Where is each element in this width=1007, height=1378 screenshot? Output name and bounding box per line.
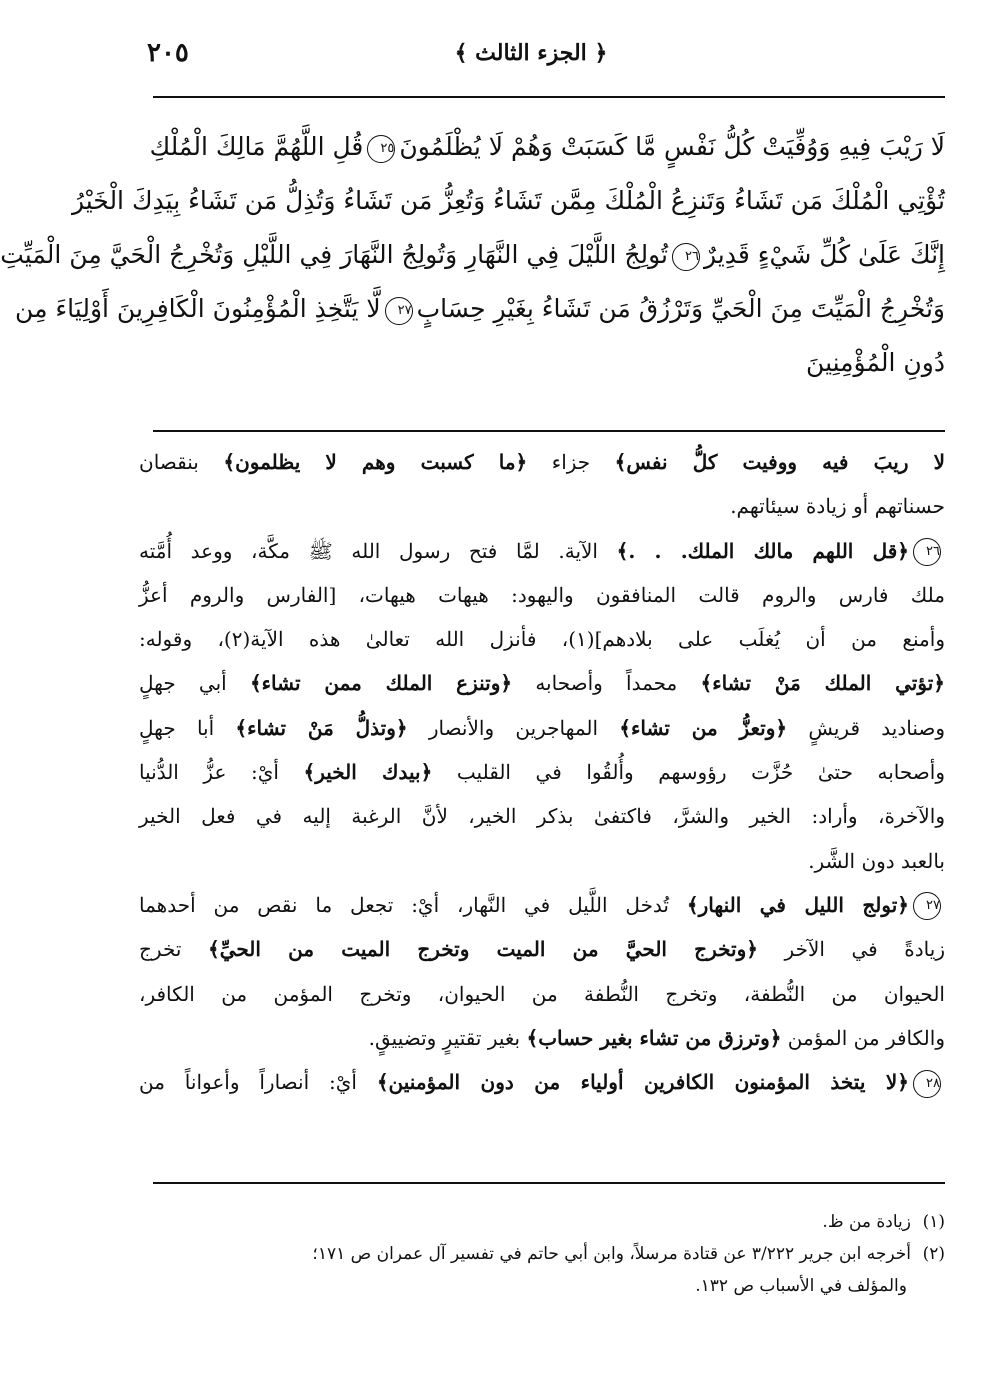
ayah-number-marker: ٢٥	[367, 135, 395, 163]
footnote-number: (١)	[922, 1212, 945, 1232]
commentary-line: وصناديد قريشٍ ﴿وتعزُّ من تشاء﴾ المهاجرين والأنصار ﴿وتذلُّ مَنْ تشاء﴾ أبا جهلٍ	[139, 715, 945, 740]
ayah-number-marker: ٢٦	[672, 243, 700, 271]
ayah-number-marker: ٢٨	[913, 1070, 941, 1098]
ayah-number-marker: ٢٦	[913, 538, 941, 566]
commentary-line: ملك فارس والروم قالت المنافقون واليهود: هيهات هيهات، [الفارس والروم أعزُّ	[139, 582, 945, 607]
commentary-line: وأمنع من أن يُغلَب على بلادهم](١)، فأنزل الله تعالىٰ هذه الآية(٢)، وقوله:	[139, 627, 945, 652]
running-head: ﴿ الجزء الثالث ﴾	[454, 40, 608, 66]
commentary-line: ﴿تؤتي الملك مَنْ تشاء﴾ محمداً وأصحابه ﴿وتنزع الملك ممن تشاء﴾ أبي جهلٍ	[139, 671, 945, 696]
footnote: (١)زيادة من ظ.	[139, 1206, 945, 1238]
footnote: (٢)أخرجه ابن جرير ٣/٢٢٢ عن قتادة مرسلاً، وابن أبي حاتم في تفسير آل عمران ص ١٧١؛	[139, 1238, 945, 1270]
quran-line: إِنَّكَ عَلَىٰ كُلِّ شَيْءٍ قَدِيرٌ٢٦تُولِجُ اللَّيْلَ فِي النَّهَارِ وَتُولِجُ النَّهَارَ فِي اللَّيْلِ وَتُخْرِجُ الْحَيَّ مِنَ الْمَيِّتِ	[0, 240, 945, 269]
commentary-block	[139, 440, 945, 1104]
commentary-line: وأصحابه حتىٰ حُزَّت رؤوسهم وأُلقُوا في القليب ﴿بيدك الخير﴾ أيْ: عزُّ الدُّنيا	[139, 760, 945, 785]
commentary-line: زيادةً في الآخر ﴿وتخرج الحيَّ من الميت وتخرج الميت من الحيِّ﴾ تخرج	[139, 937, 945, 962]
quran-line: وَتُخْرِجُ الْمَيِّتَ مِنَ الْحَيِّ وَتَرْزُقُ مَن تَشَاءُ بِغَيْرِ حِسَابٍ٢٧لَّا يَتَّخِذِ الْمُؤْمِنُونَ الْكَافِرِينَ أَوْلِيَاءَ مِن	[15, 294, 945, 323]
footnote-continuation: والمؤلف في الأسباب ص ١٣٢.	[695, 1276, 907, 1296]
commentary-line: لا ريبَ فيه ووفيت كلُّ نفس﴾ جزاء ﴿ما كسبت وهم لا يظلمون﴾ بنقصان	[139, 450, 946, 474]
header-rule	[153, 96, 945, 98]
commentary-line: حسناتهم أو زيادة سيئاتهم.	[730, 494, 945, 519]
commentary-line: ٢٦﴿قل اللهم مالك الملك. . .﴾ الآية. لمَّا فتح رسول الله ﷺ مكَّة، ووعد أُمَّته	[139, 529, 945, 573]
commentary-line: بالعبد دون الشَّر.	[808, 848, 945, 873]
quran-line: دُونِ الْمُؤْمِنِينَ	[806, 348, 945, 377]
section-rule	[153, 430, 945, 432]
quran-line: لَا رَيْبَ فِيهِ وَوُفِّيَتْ كُلُّ نَفْسٍ مَّا كَسَبَتْ وَهُمْ لَا يُظْلَمُونَ٢٥قُلِ اللَّهُمَّ مَالِكَ الْمُلْكِ	[149, 132, 945, 161]
quran-line: تُؤْتِي الْمُلْكَ مَن تَشَاءُ وَتَنزِعُ الْمُلْكَ مِمَّن تَشَاءُ وَتُعِزُّ مَن تَشَاءُ وَتُذِلُّ مَن تَشَاءُ بِيَدِكَ الْخَيْرُ	[71, 186, 945, 215]
quran-text-block	[0, 120, 945, 390]
page-number: ٢٠٥	[147, 38, 189, 68]
ayah-number-marker: ٢٧	[385, 297, 413, 325]
footnotes	[139, 1206, 945, 1302]
commentary-line: الحيوان من النُّطفة، وتخرج النُّطفة من الحيوان، وتخرج المؤمن من الكافر،	[139, 981, 945, 1006]
commentary-line: ٢٨﴿لا يتخذ المؤمنون الكافرين أولياء من دون المؤمنين﴾ أيْ: أنصاراً وأعواناً من	[139, 1060, 945, 1104]
commentary-line: ٢٧﴿تولج الليل في النهار﴾ تُدخل اللَّيل في النَّهار، أيْ: تجعل ما نقص من أحدهما	[139, 883, 945, 927]
footnote-number: (٢)	[922, 1244, 945, 1264]
footnote-rule	[153, 1182, 945, 1184]
commentary-line: والآخرة، وأراد: الخير والشرَّ، فاكتفىٰ بذكر الخير، لأنَّ الرغبة إليه في فعل الخير	[139, 804, 945, 829]
ayah-number-marker: ٢٧	[913, 892, 941, 920]
commentary-line: والكافر من المؤمن ﴿وترزق من تشاء بغير حساب﴾ بغير تقتيرٍ وتضييقٍ.	[368, 1025, 945, 1050]
